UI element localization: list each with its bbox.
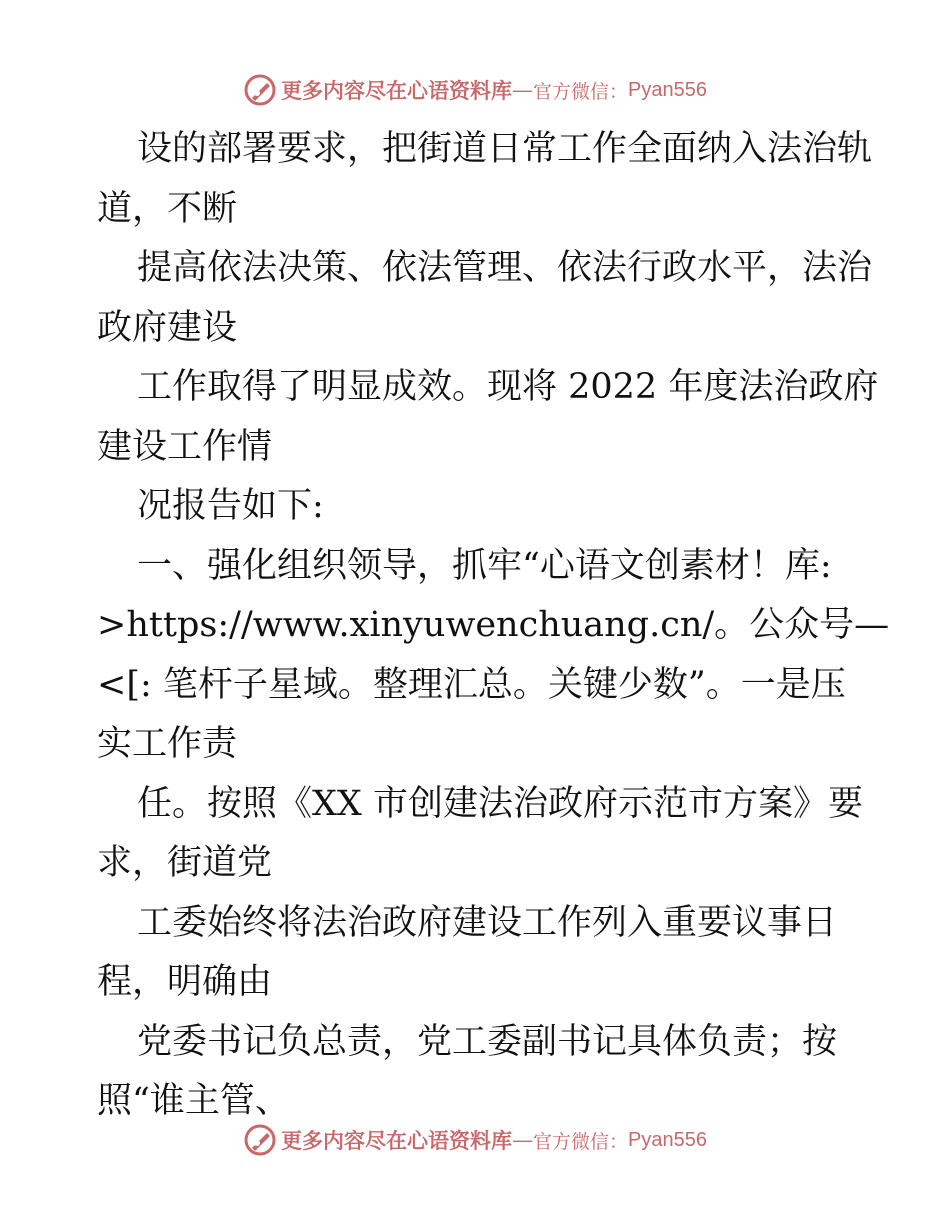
text-line: 提高依法决策、依法管理、依法行政水平，法治 xyxy=(137,248,873,288)
text-line: 程，明确由 xyxy=(97,962,273,1002)
banner-separator: — xyxy=(512,1128,533,1152)
text-line: 道，不断 xyxy=(97,188,238,229)
pen-logo-icon xyxy=(243,1123,277,1157)
banner-separator: — xyxy=(512,78,533,102)
text-line: 任。按照《XX 市创建法治政府示范市方案》要 xyxy=(137,783,863,824)
banner-wechat-label: 官方微信： xyxy=(533,80,629,103)
text-line: <[: 笔杆子星域。整理汇总。关键少数”。一是压 xyxy=(97,664,846,705)
footer-banner xyxy=(0,1120,950,1160)
text-line: 况报告如下: xyxy=(137,486,324,526)
text-line: 照“谁主管、 xyxy=(97,1081,290,1121)
text-line: 设的部署要求，把街道日常工作全面纳入法治轨 xyxy=(137,129,873,169)
pen-logo-icon xyxy=(243,73,277,107)
banner-wechat-id: Pyan556 xyxy=(628,1128,707,1151)
document-body xyxy=(97,120,890,1132)
text-line: 工委始终将法治政府建设工作列入重要议事日 xyxy=(137,902,838,943)
banner-wechat-label: 官方微信： xyxy=(533,1130,629,1153)
banner-text: 更多内容尽在心语资料库 xyxy=(281,1128,512,1153)
text-line: 一、强化组织领导，抓牢“心语文创素材！库: xyxy=(137,545,832,586)
header-banner xyxy=(0,70,950,110)
banner-wechat-id: Pyan556 xyxy=(628,78,707,101)
text-line: >https://www.xinyuwenchuang.cn/。公众号— xyxy=(97,605,890,645)
text-line: 实工作责 xyxy=(97,724,238,764)
text-line: 党委书记负总责，党工委副书记具体负责；按 xyxy=(137,1021,838,1062)
text-line: 建设工作情 xyxy=(97,426,273,467)
text-line: 工作取得了明显成效。现将 2022 年度法治政府 xyxy=(137,367,879,407)
banner-text: 更多内容尽在心语资料库 xyxy=(281,78,512,103)
text-line: 政府建设 xyxy=(97,307,238,348)
text-line: 求，街道党 xyxy=(97,843,273,883)
